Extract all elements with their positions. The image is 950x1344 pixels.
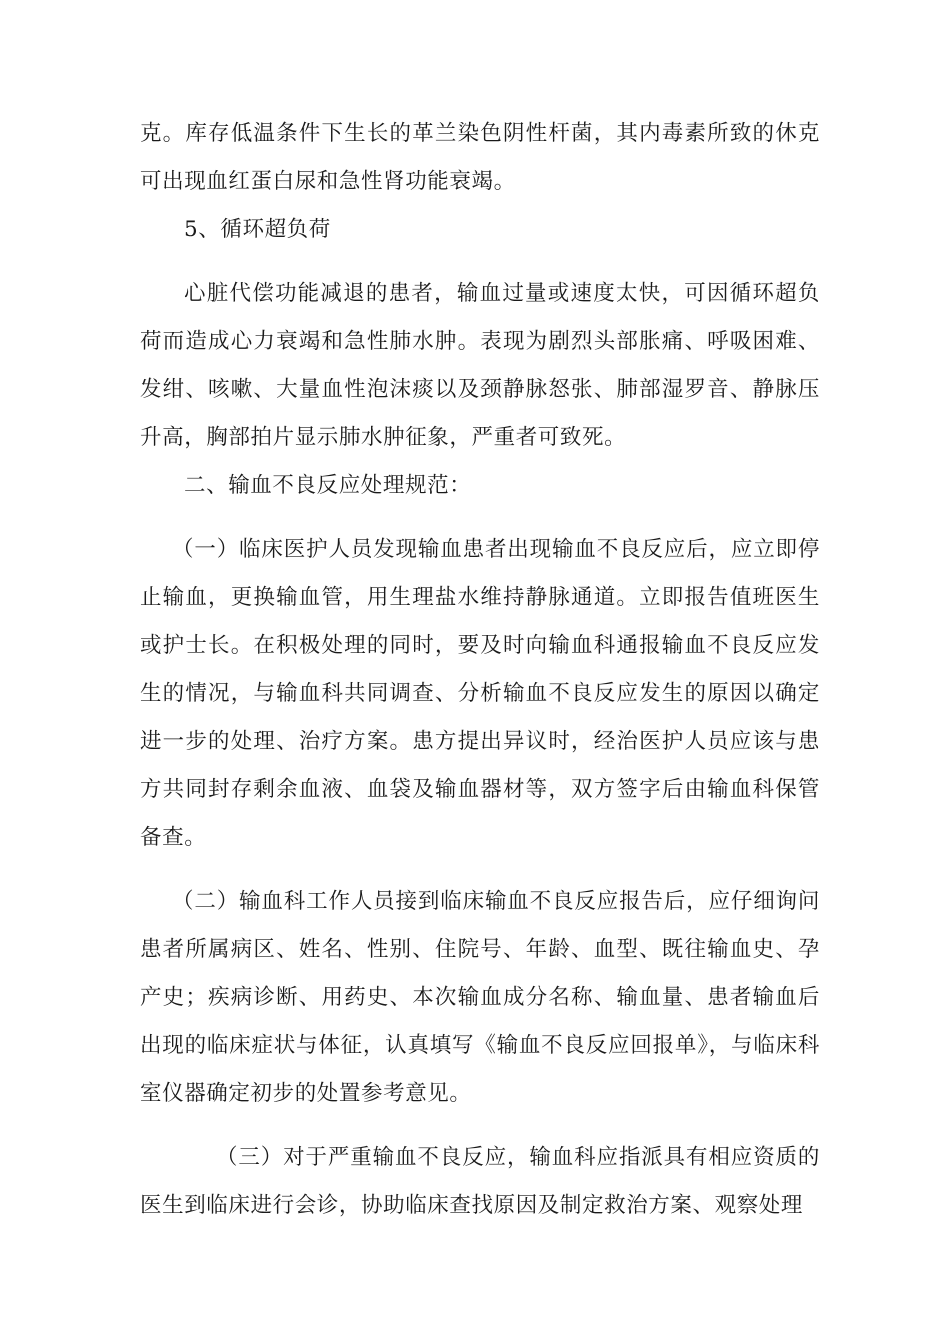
paragraph-rule-2: （二）输血科工作人员接到临床输血不良反应报告后，应仔细询问患者所属病区、姓名、性别、住院号、年龄、血型、既往输血史、孕产史；疾病诊断、用药史、本次输血成分名称、输血量、患者输血后出现的临床症状与体征，认真填写《输血不良反应回报单》，与临床科室仪器确定初步的处置参考意见。	[140, 889, 820, 1106]
paragraph-rule-3: （三）对于严重输血不良反应，输血科应指派具有相应资质的医生到临床进行会诊，协助临床查找原因及制定救治方案、观察处理	[140, 1145, 820, 1218]
paragraph-circulatory-overload: 心脏代偿功能减退的患者，输血过量或速度太快，可因循环超负荷而造成心力衰竭和急性肺水肿。表现为剧烈头部胀痛、呼吸困难、发绀、咳嗽、大量血性泡沫痰以及颈静脉怒张、肺部湿罗音、静脉压升高，胸部拍片显示肺水肿征象，严重者可致死。	[140, 281, 820, 450]
paragraph-shock-continuation: 克。库存低温条件下生长的革兰染色阴性杆菌，其内毒素所致的休克可出现血红蛋白尿和急性肾功能衰竭。	[140, 121, 820, 194]
document-body	[140, 110, 820, 1230]
paragraph-rule-1: （一）临床医护人员发现输血患者出现输血不良反应后，应立即停止输血，更换输血管，用生理盐水维持静脉通道。立即报告值班医生或护士长。在积极处理的同时，要及时向输血科通报输血不良反应发生的情况，与输血科共同调查、分析输血不良反应发生的原因以确定进一步的处理、治疗方案。患方提出异议时，经治医护人员应该与患方共同封存剩余血液、血袋及输血器材等，双方签字后由输血科保管备查。	[140, 537, 820, 850]
heading-circulatory-overload: 5、循环超负荷	[184, 217, 331, 242]
heading-reaction-handling-rules: 二、输血不良反应处理规范：	[184, 473, 472, 498]
